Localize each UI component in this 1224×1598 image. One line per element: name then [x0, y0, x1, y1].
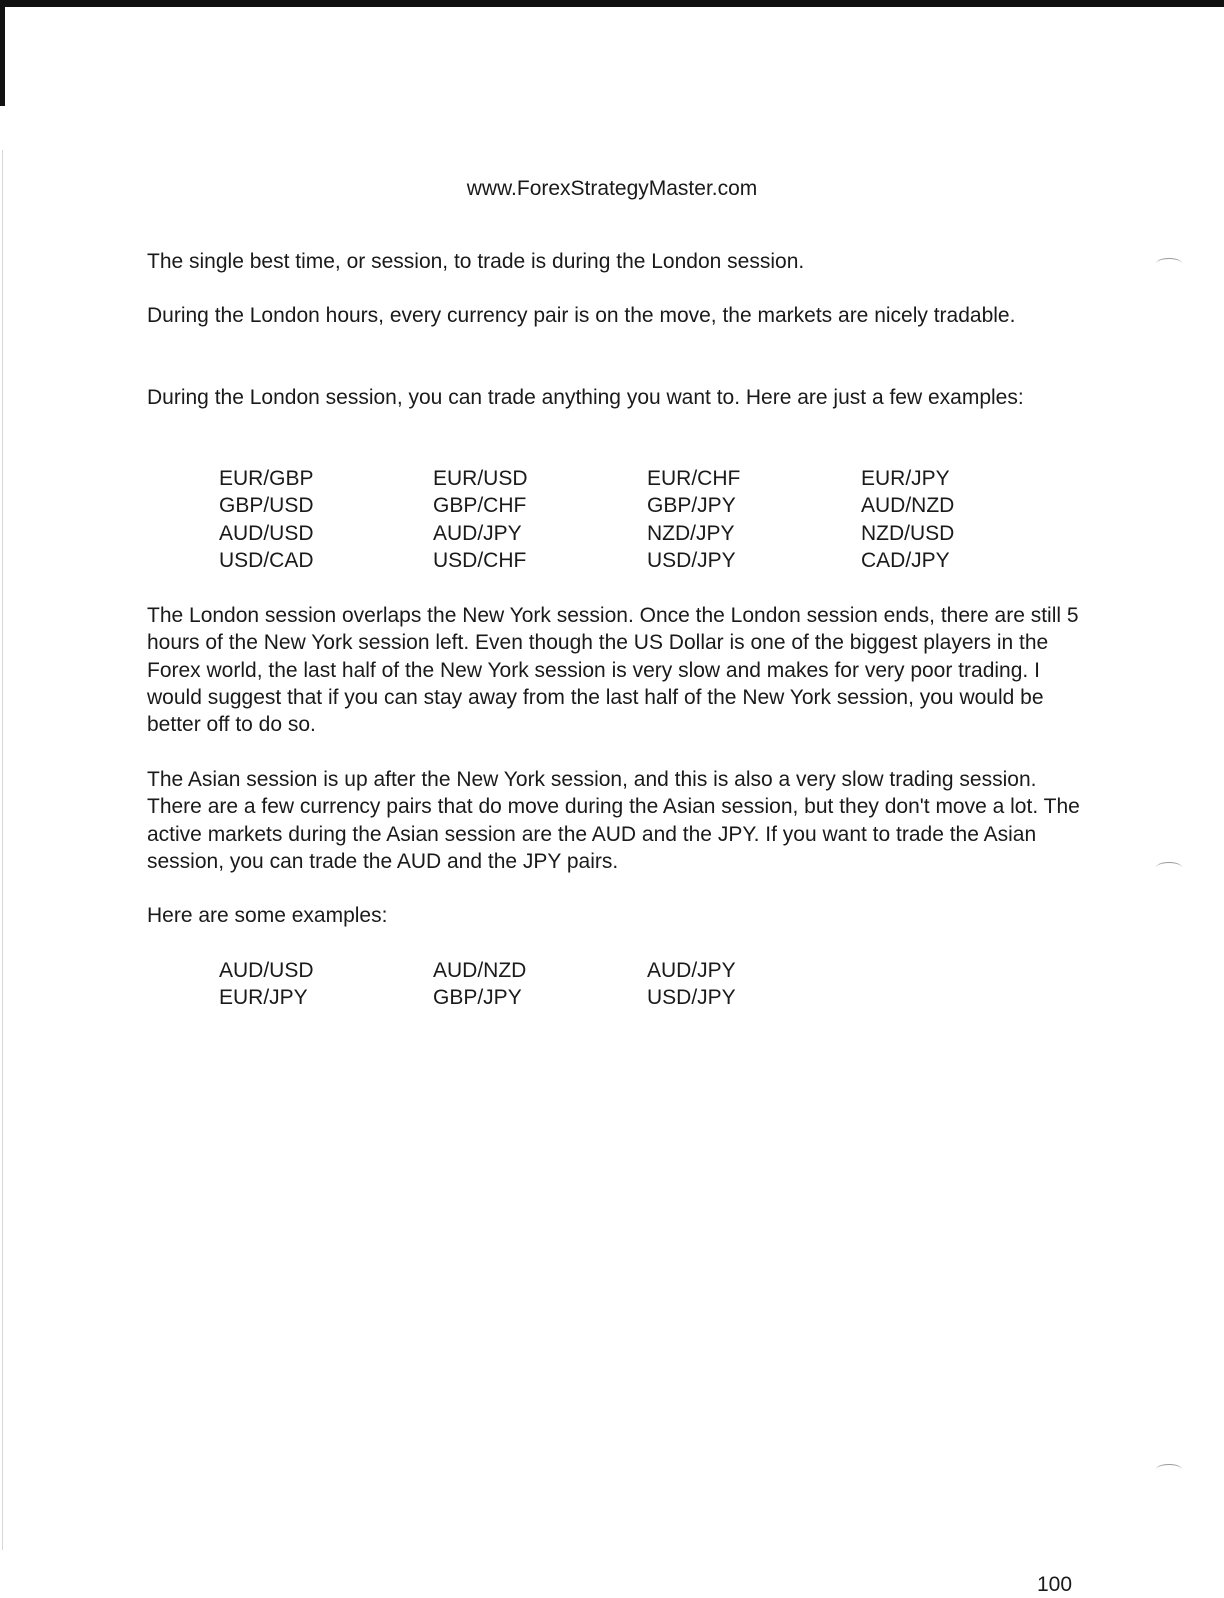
london-pairs-table: [219, 465, 1075, 574]
currency-pair: USD/JPY: [647, 986, 736, 1010]
table-row: [219, 520, 1075, 547]
currency-pair: AUD/JPY: [647, 959, 736, 982]
currency-pair: GBP/USD: [219, 494, 314, 518]
table-row: [219, 465, 1075, 492]
currency-pair: EUR/CHF: [647, 467, 741, 490]
currency-pair: AUD/USD: [219, 521, 314, 545]
currency-pair: AUD/USD: [219, 959, 314, 982]
currency-pair: NZD/JPY: [647, 521, 735, 545]
currency-pair: GBP/CHF: [433, 494, 527, 518]
currency-pair: EUR/USD: [433, 467, 528, 490]
currency-pair: USD/CAD: [219, 548, 314, 572]
scan-artifact-mark: [1156, 862, 1182, 873]
paragraph-asian-examples: Here are some examples:: [147, 904, 388, 927]
currency-pair: EUR/GBP: [219, 467, 314, 490]
page-header-website: www.ForexStrategyMaster.com: [466, 177, 758, 200]
currency-pair: USD/CHF: [433, 548, 527, 572]
currency-pair: NZD/USD: [861, 521, 955, 545]
currency-pair: EUR/JPY: [861, 467, 950, 490]
paragraph-asian-session: The Asian session is up after the New York session, and this is also a very slow trading session. There are a few currency pairs that do move during the Asian session, but they don't move a lot. The active markets during the Asian session are the AUD and the JPY. If you want to trade the Asian session, you can trade the AUD and the JPY pairs.: [147, 768, 1080, 873]
currency-pair: AUD/NZD: [433, 959, 527, 982]
currency-pair: GBP/JPY: [433, 986, 522, 1010]
currency-pair: AUD/NZD: [861, 494, 955, 518]
paragraph-new-york-session: The London session overlaps the New York session. Once the London session ends, there are still 5 hours of the New York session left. Even though the US Dollar is one of the biggest players in the Forex world, the last half of the New York session is very slow and makes for very poor trading. I would suggest that if you can stay away from the last half of the New York session, you would be better off to do so.: [147, 604, 1079, 737]
currency-pair: CAD/JPY: [861, 548, 950, 572]
currency-pair: GBP/JPY: [647, 494, 736, 518]
table-row: [219, 547, 1075, 574]
scan-artifact-mark: [1156, 1464, 1182, 1475]
scan-artifact-mark: [1156, 258, 1182, 269]
currency-pair: USD/JPY: [647, 548, 736, 572]
page-number: 100: [1037, 1573, 1073, 1596]
table-row: [219, 984, 861, 1011]
paragraph-best-session: The single best time, or session, to trade is during the London session.: [147, 250, 805, 273]
table-row: [219, 492, 1075, 519]
asian-pairs-table: [219, 957, 861, 1012]
paragraph-london-hours: During the London hours, every currency pair is on the move, the markets are nicely tradable.: [147, 304, 1016, 327]
paragraph-london-examples: During the London session, you can trade anything you want to. Here are just a few examples:: [147, 386, 1024, 409]
currency-pair: EUR/JPY: [219, 986, 308, 1010]
table-row: [219, 957, 861, 984]
currency-pair: AUD/JPY: [433, 521, 522, 545]
